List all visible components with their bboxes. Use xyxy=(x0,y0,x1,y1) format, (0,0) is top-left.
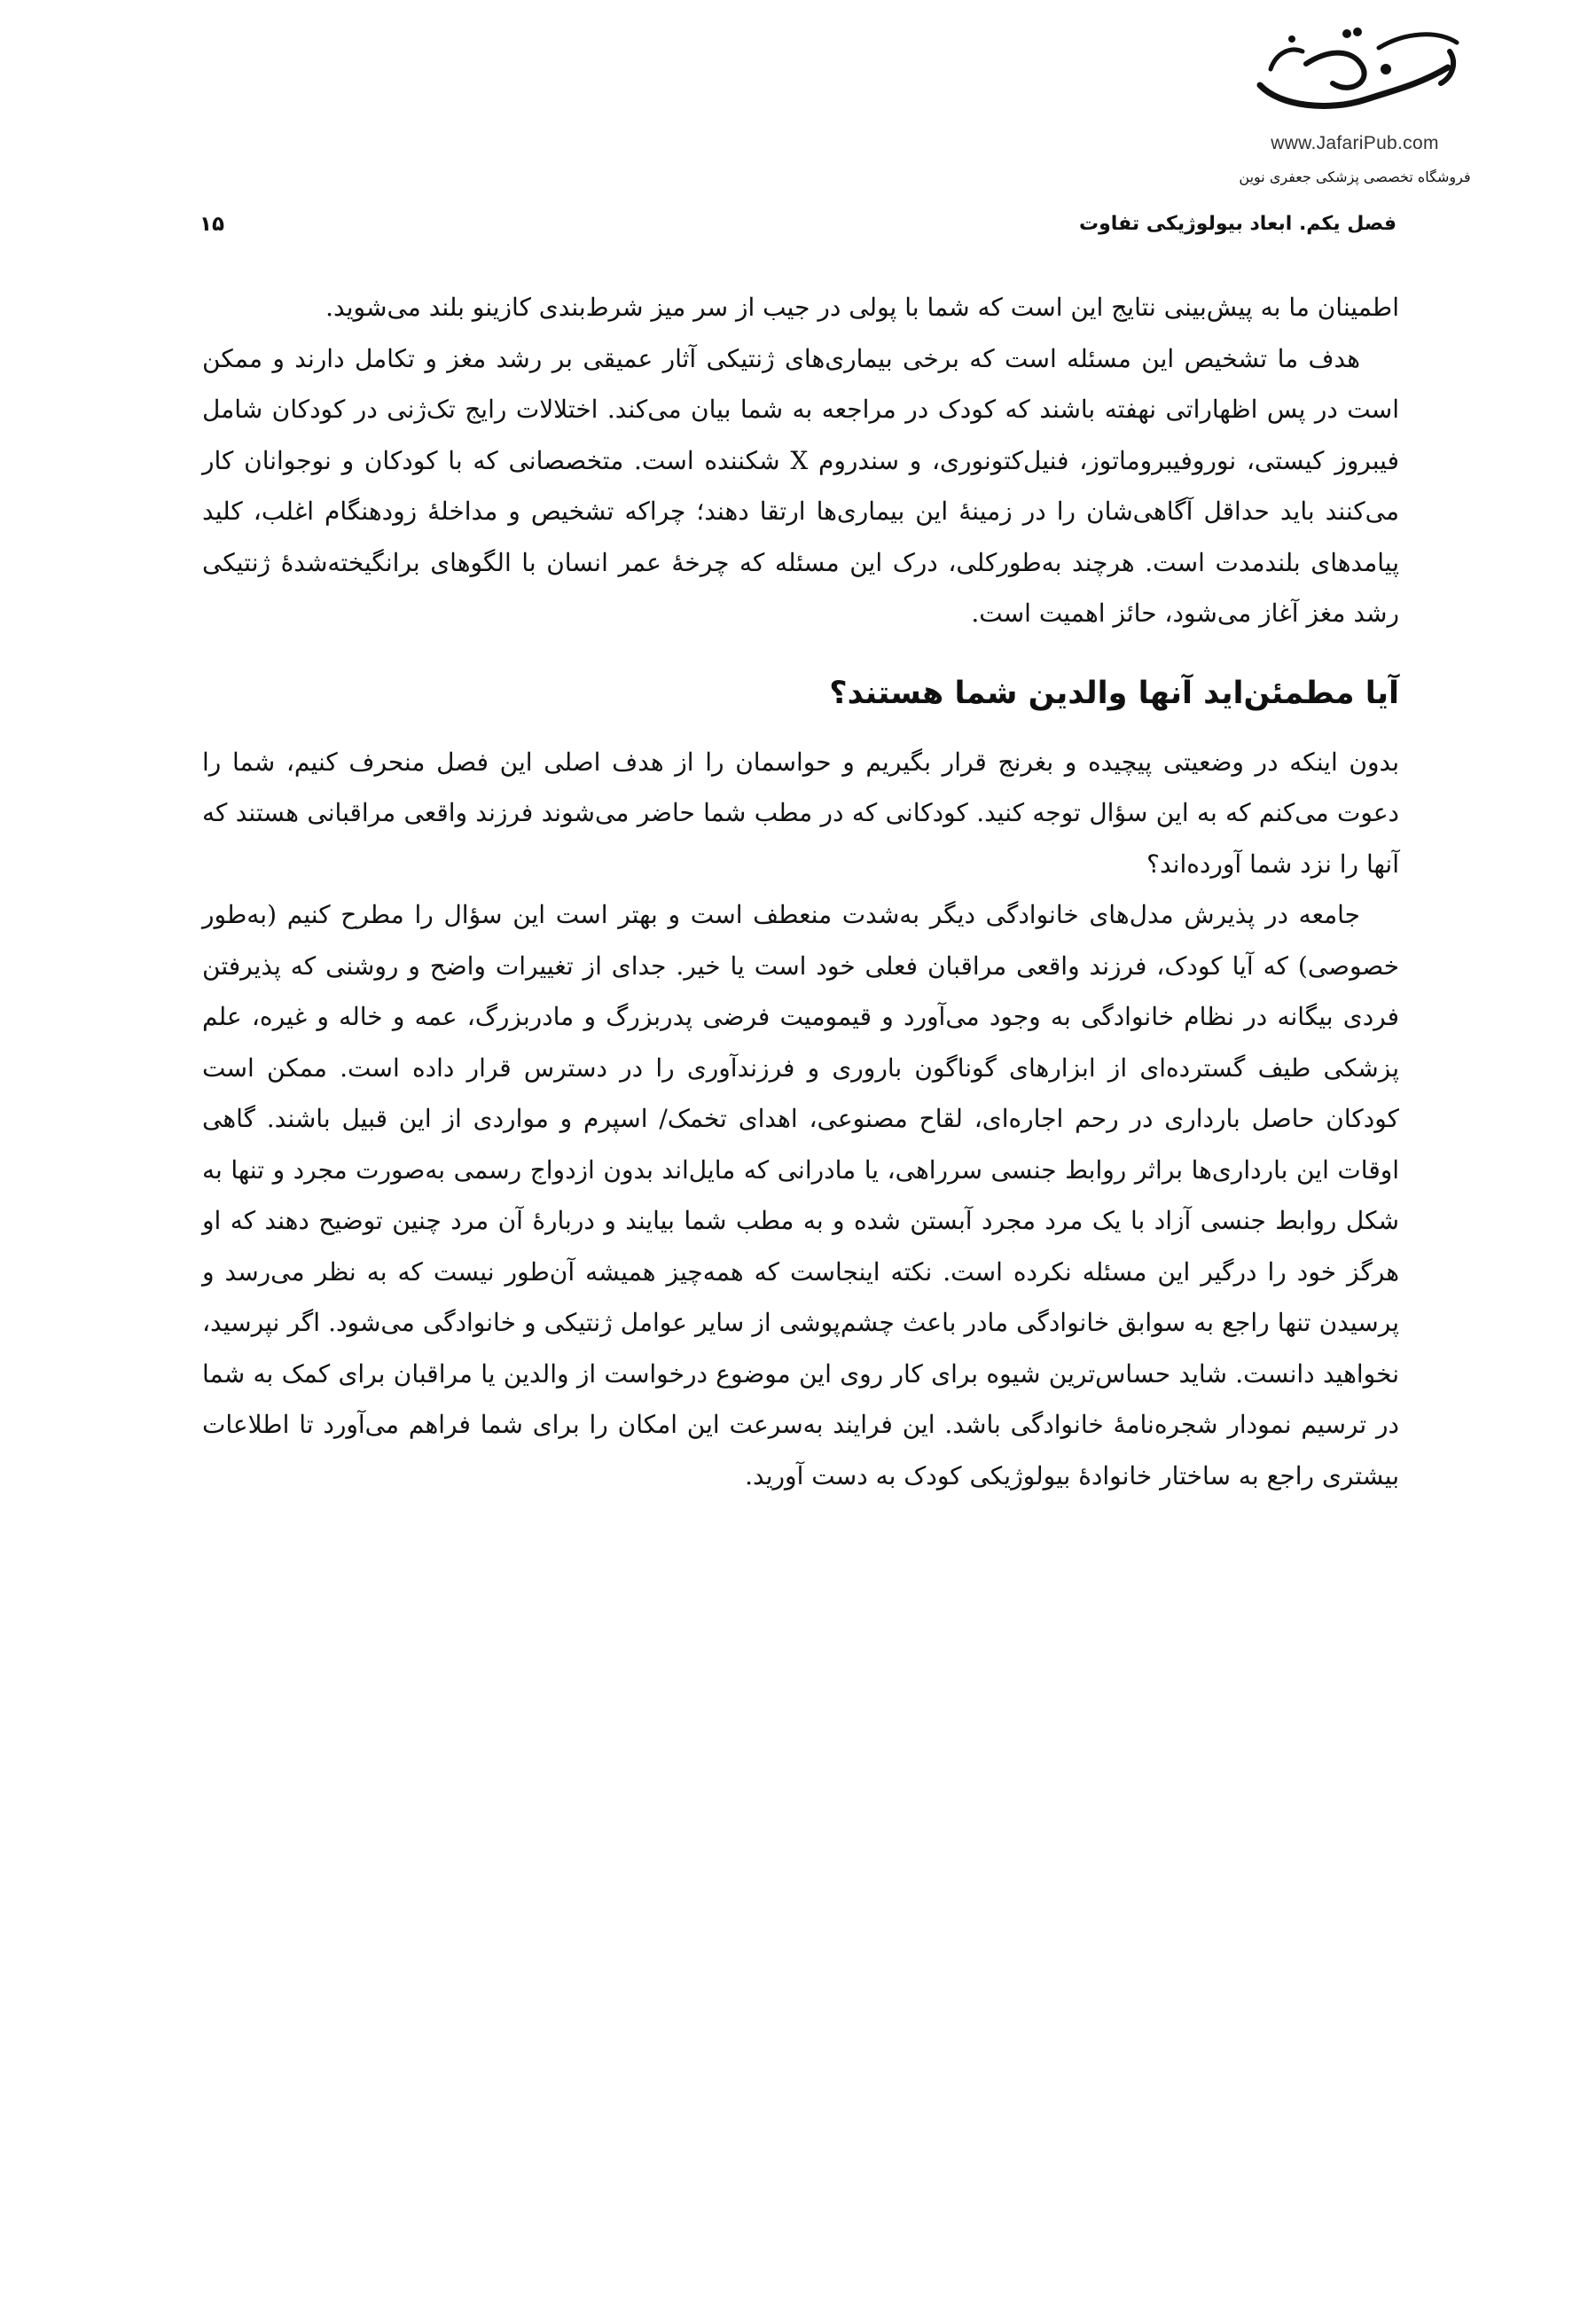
paragraph: بدون اینکه در وضعیتی پیچیده و بغرنج قرار بگیریم و حواسمان را از هدف اصلی این فصل منحرف کنیم، شما را دعوت می‌کنم که به این سؤال توجه کنید. کودکانی که در مطب شما حاضر می‌شوند فرزند واقعی مراقبانی هستند که آنها را نزد شما آورده‌اند؟ xyxy=(202,747,1399,879)
running-header xyxy=(200,213,1396,248)
page-body xyxy=(202,282,1399,1501)
section-heading: آیا مطمئن‌اید آنها والدین شما هستند؟ xyxy=(829,675,1399,711)
publisher-tagline: فروشگاه تخصصی پزشکی جعفری نوین xyxy=(1239,168,1471,185)
paragraph: جامعه در پذیرش مدل‌های خانوادگی دیگر به‌شدت منعطف است و بهتر است این سؤال را مطرح کنیم (به‌طور خصوصی) که آیا کودک، فرزند واقعی مراقبان فعلی خود است یا خیر. جدای از تغییرات واضح و روشنی که پذیرفتن فردی بیگانه در نظام خانوادگی به وجود می‌آورد و قیمومیت فرضی پدربزرگ و مادربزرگ، عمه و خاله و غیره، علم پزشکی طیف گسترده‌ای از ابزارهای گوناگون باروری و فرزندآوری را در دسترس قرار داده است. ممکن است کودکان حاصل بارداری در رحم اجاره‌ای، لقاح مصنوعی، اهدای تخمک/ اسپرم و مواردی از این قبیل باشند. گاهی اوقات این بارداری‌ها براثر روابط جنسی سرراهی، یا مادرانی که مایل‌اند بدون ازدواج رسمی به‌صورت مجرد و تنها به شکل روابط جنسی آزاد با یک مرد مجرد آبستن شده و به مطب شما بیایند و دربارهٔ آن مرد چنین توضیح دهند که او هرگز خود را درگیر این مسئله نکرده است. نکته اینجاست که همه‌چیز همیشه آن‌طور نیست که به نظر می‌رسد و پرسیدن تنها راجع به سوابق خانوادگی مادر باعث چشم‌پوشی از سایر عوامل ژنتیکی و خانوادگی می‌شود. اگر نپرسید، نخواهید دانست. شاید حساس‌ترین شیوه برای کار روی این موضوع درخواست از والدین یا مراقبان برای کمک به شما در ترسیم نمودار شجره‌نامهٔ خانوادگی باشد. این فرایند به‌سرعت این امکان را برای شما فراهم می‌آورد تا اطلاعات بیشتری راجع به ساختار خانوادهٔ بیولوژیکی کودک به دست آورید. xyxy=(202,900,1399,1490)
calligraphy-logo-icon xyxy=(1244,16,1466,131)
paragraph: هدف ما تشخیص این مسئله است که برخی بیماری‌های ژنتیکی آثار عمیقی بر رشد مغز و تکامل دارند و ممکن است در پس اظهاراتی نهفته باشند که کودک در مراجعه به شما بیان می‌کند. اختلالات رایج تک‌ژنی در کودکان شامل فیبروز کیستی، نوروفیبروماتوز، فنیل‌کتونوری، و سندروم X شکننده است. متخصصانی که با کودکان و نوجوانان کار می‌کنند باید حداقل آگاهی‌شان را در زمینهٔ این بیماری‌ها ارتقا دهند؛ چراکه تشخیص و مداخلهٔ زودهنگام اغلب، کلید پیامدهای بلندمدت است. هرچند به‌طورکلی، درک این مسئله که چرخهٔ عمر انسان با الگوهای برانگیخته‌شدهٔ ژنتیکی رشد مغز آغاز می‌شود، حائز اهمیت است. xyxy=(202,343,1399,628)
publisher-logo[interactable] xyxy=(1169,16,1541,184)
paragraph: اطمینان ما به پیش‌بینی نتایج این است که شما با پولی در جیب از سر میز شرط‌بندی کازینو بلند می‌شوید. xyxy=(325,293,1399,322)
chapter-title: فصل یکم. ابعاد بیولوژیکی تفاوت xyxy=(1079,213,1396,235)
page-number: ۱۵ xyxy=(200,213,225,236)
publisher-url[interactable]: www.JafariPub.com xyxy=(1271,133,1439,153)
